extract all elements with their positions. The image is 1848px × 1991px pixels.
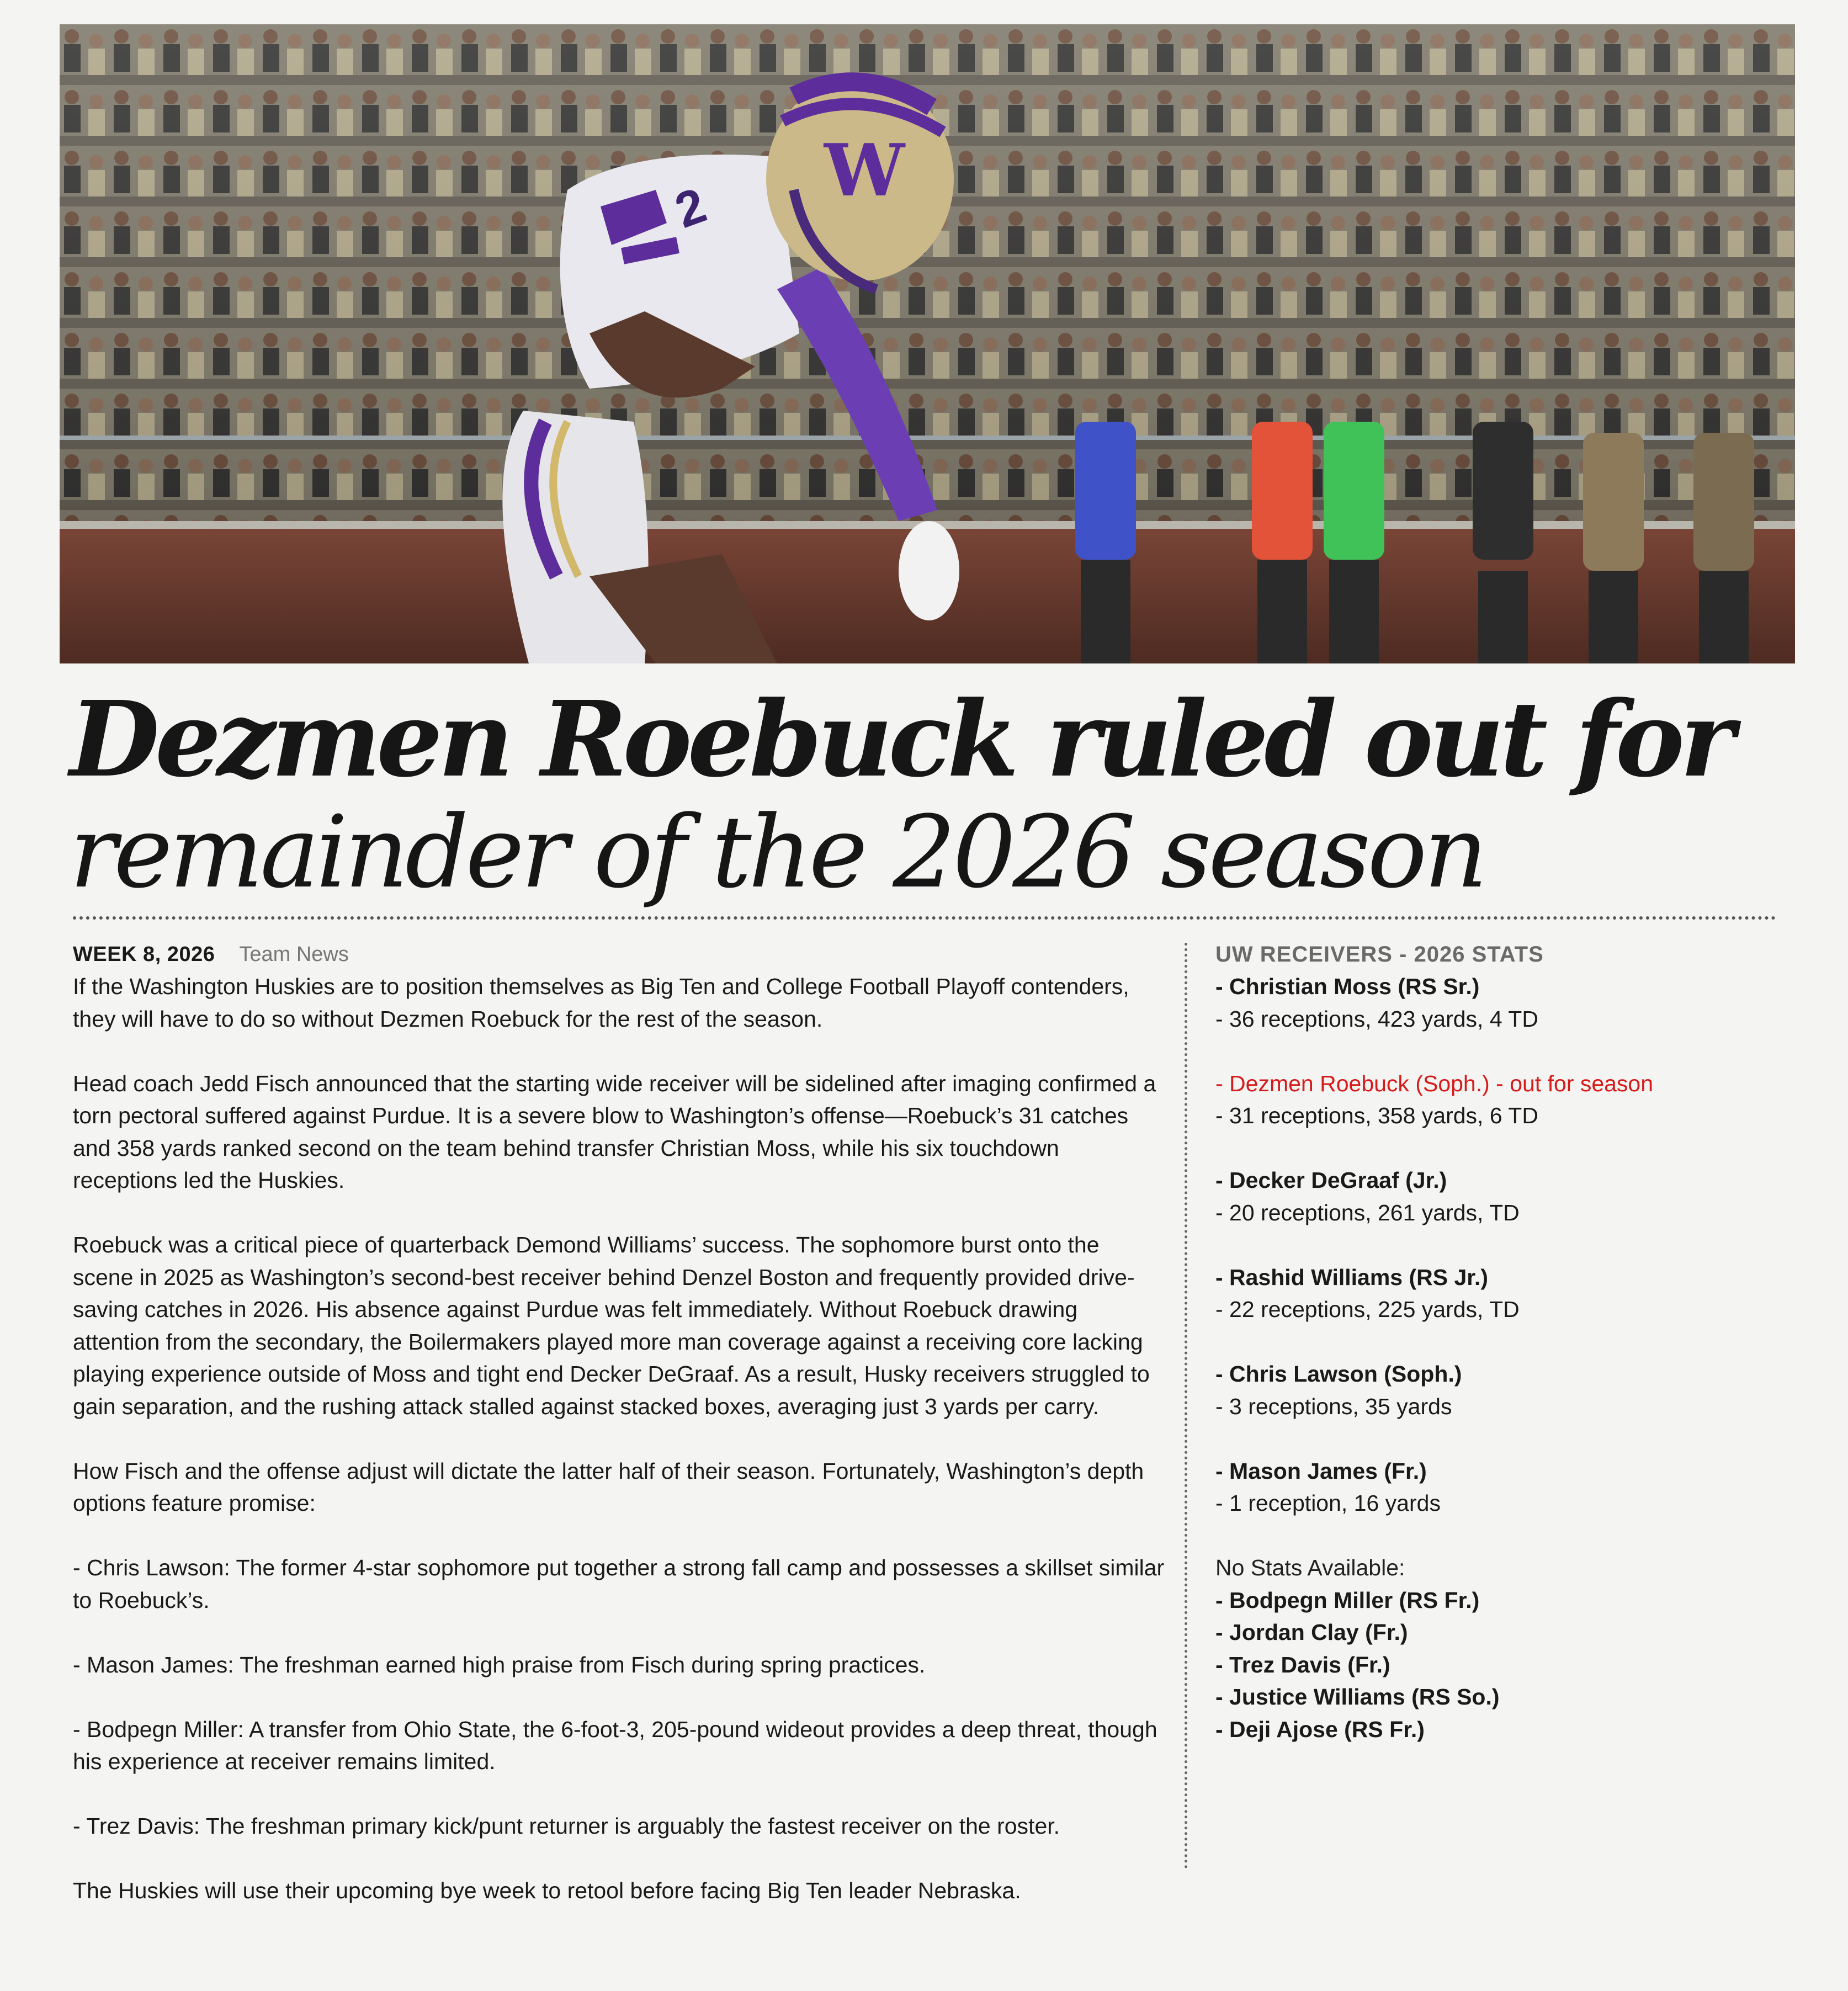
paragraph: If the Washington Huskies are to position themselves as Big Ten and College Football Playoff contenders, they will have to do so without Dezmen Roebuck for the rest of the season.: [73, 974, 1129, 1032]
player-stat-entry: [1215, 1068, 1789, 1132]
article-body: [73, 938, 1166, 1907]
no-stats-player: - Bodpegn Miller (RS Fr.): [1215, 1587, 1480, 1613]
paragraph: - Bodpegn Miller: A transfer from Ohio State, the 6-foot-3, 205-pound wideout provides a deep threat, though his experience at receiver remains limited.: [73, 1716, 1157, 1774]
article-category[interactable]: Team News: [239, 942, 349, 966]
player-stat-entry: [1215, 1164, 1789, 1229]
no-stats-player: - Justice Williams (RS So.): [1215, 1684, 1500, 1709]
paragraph: The Huskies will use their upcoming bye week to retool before facing Big Ten leader Nebraska.: [73, 1878, 1021, 1903]
hero-photo: [60, 24, 1795, 663]
player-name: - Chris Lawson (Soph.): [1215, 1361, 1462, 1387]
no-stats-player: - Trez Davis (Fr.): [1215, 1652, 1390, 1677]
player-stat-line: - 22 receptions, 225 yards, TD: [1215, 1297, 1520, 1322]
player-name: - Christian Moss (RS Sr.): [1215, 974, 1480, 999]
dotted-divider-vertical: [1185, 943, 1187, 1869]
paragraph: - Trez Davis: The freshman primary kick/punt returner is arguably the fastest receiver on the roster.: [73, 1813, 1060, 1839]
receiver-stats-sidebar: [1215, 938, 1789, 1745]
helmet-logo: W: [824, 128, 905, 213]
player-name: - Mason James (Fr.): [1215, 1458, 1427, 1484]
paragraph: Head coach Jedd Fisch announced that the starting wide receiver will be sidelined after imaging confirmed a torn pectoral suffered against Purdue. It is a severe blow to Washington’s offense—Roebuck’s 31 catches and 358 yards ranked second on the team behind transfer Christian Moss, while his six touchdown receptions led the Huskies.: [73, 1070, 1156, 1193]
player-stat-line: - 36 receptions, 423 yards, 4 TD: [1215, 1006, 1538, 1032]
player-stat-line: - 1 reception, 16 yards: [1215, 1490, 1441, 1516]
headline-line-2: remainder of the 2026 season: [70, 795, 1485, 910]
stats-title: UW RECEIVERS - 2026 STATS: [1215, 942, 1544, 967]
jersey-number: 2: [668, 177, 713, 239]
article-meta: [73, 938, 1166, 970]
player-stat-line: - 20 receptions, 261 yards, TD: [1215, 1199, 1520, 1225]
paragraph: - Chris Lawson: The former 4-star sophomore put together a strong fall camp and possesses a skillset similar to Roebuck’s.: [73, 1555, 1165, 1613]
player-stat-line: - 3 receptions, 35 yards: [1215, 1393, 1452, 1419]
player-stat-entry: [1215, 1358, 1789, 1422]
no-stats-player: - Deji Ajose (RS Fr.): [1215, 1716, 1425, 1742]
no-stats-list: [1215, 1552, 1789, 1745]
player-name: - Decker DeGraaf (Jr.): [1215, 1167, 1447, 1193]
no-stats-label: No Stats Available:: [1215, 1555, 1405, 1580]
dotted-divider-horizontal: [73, 916, 1776, 920]
no-stats-player: - Jordan Clay (Fr.): [1215, 1620, 1408, 1645]
player-name-injured: - Dezmen Roebuck (Soph.) - out for season: [1215, 1070, 1654, 1096]
headline-line-1: Dezmen Roebuck ruled out for: [70, 678, 1730, 800]
player-stat-entry: [1215, 1455, 1789, 1520]
paragraph: Roebuck was a critical piece of quarterback Demond Williams’ success. The sophomore burst onto the scene in 2025 as Washington’s second-best receiver behind Denzel Boston and frequently provided drive-saving catches in 2026. His absence against Purdue was felt immediately. Without Roebuck drawing attention from the secondary, the Boilermakers played more man coverage against a receiving core lacking playing experience outside of Moss and tight end Decker DeGraaf. As a result, Husky receivers struggled to gain separation, and the rushing attack stalled against stacked boxes, averaging just 3 yards per carry.: [73, 1232, 1150, 1419]
stadium-crowd-illustration: [60, 24, 1795, 663]
article-headline: [70, 678, 1781, 911]
paragraph: How Fisch and the offense adjust will dictate the latter half of their season. Fortunately, Washington’s depth options feature promise:: [73, 1458, 1144, 1516]
player-name: - Rashid Williams (RS Jr.): [1215, 1264, 1489, 1290]
article-week: WEEK 8, 2026: [73, 942, 215, 966]
player-stat-entry: [1215, 970, 1789, 1035]
player-stat-line: - 31 receptions, 358 yards, 6 TD: [1215, 1103, 1538, 1128]
paragraph: - Mason James: The freshman earned high praise from Fisch during spring practices.: [73, 1652, 926, 1677]
player-stat-entry: [1215, 1261, 1789, 1326]
